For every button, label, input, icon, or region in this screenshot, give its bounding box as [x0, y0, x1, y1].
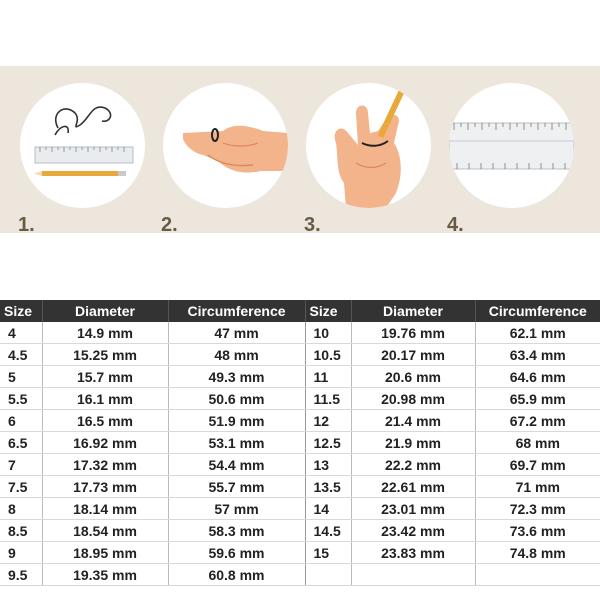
diameter-cell: 18.14 mm	[42, 498, 168, 520]
diameter-cell: 22.61 mm	[351, 476, 475, 498]
circumference-cell: 51.9 mm	[168, 410, 305, 432]
finger-string-icon	[163, 83, 288, 208]
size-cell: 8	[0, 498, 42, 520]
size-cell: 8.5	[0, 520, 42, 542]
diameter-cell: 16.1 mm	[42, 388, 168, 410]
diameter-cell: 19.35 mm	[42, 564, 168, 586]
diameter-cell: 15.7 mm	[42, 366, 168, 388]
circumference-cell: 67.2 mm	[475, 410, 600, 432]
table-row	[0, 344, 600, 366]
circumference-cell: 63.4 mm	[475, 344, 600, 366]
step-4	[447, 83, 574, 236]
table-row	[0, 432, 600, 454]
table-row	[0, 366, 600, 388]
ruler-icon	[449, 83, 574, 208]
circumference-cell: 49.3 mm	[168, 366, 305, 388]
diameter-cell: 21.9 mm	[351, 432, 475, 454]
circumference-cell: 69.7 mm	[475, 454, 600, 476]
table-row	[0, 410, 600, 432]
size-cell: 14	[305, 498, 351, 520]
instruction-steps	[0, 66, 600, 236]
step-number: 2.	[161, 214, 178, 236]
diameter-cell: 20.6 mm	[351, 366, 475, 388]
marking-pencil-icon	[306, 83, 431, 208]
step-1	[18, 83, 145, 236]
diameter-cell: 18.95 mm	[42, 542, 168, 564]
table-header-row	[0, 300, 600, 322]
size-cell: 12	[305, 410, 351, 432]
diameter-cell: 16.92 mm	[42, 432, 168, 454]
ring-size-table	[0, 300, 600, 586]
diameter-cell: 23.83 mm	[351, 542, 475, 564]
size-cell: 9	[0, 542, 42, 564]
step-2	[161, 83, 288, 236]
size-cell: 4.5	[0, 344, 42, 366]
column-header-circumference: Circumference	[475, 300, 600, 322]
step-number: 3.	[304, 214, 321, 236]
column-header-size: Size	[305, 300, 351, 322]
circumference-cell: 55.7 mm	[168, 476, 305, 498]
circumference-cell: 74.8 mm	[475, 542, 600, 564]
diameter-cell: 22.2 mm	[351, 454, 475, 476]
diameter-cell	[351, 564, 475, 586]
table-row	[0, 542, 600, 564]
size-cell: 13.5	[305, 476, 351, 498]
circumference-cell: 59.6 mm	[168, 542, 305, 564]
size-cell: 5.5	[0, 388, 42, 410]
column-header-circumference: Circumference	[168, 300, 305, 322]
circumference-cell: 72.3 mm	[475, 498, 600, 520]
diameter-cell: 17.73 mm	[42, 476, 168, 498]
table-row	[0, 520, 600, 542]
circumference-cell: 68 mm	[475, 432, 600, 454]
size-cell: 12.5	[305, 432, 351, 454]
size-cell: 4	[0, 322, 42, 344]
string-ruler-pencil-icon	[20, 83, 145, 208]
size-cell: 11	[305, 366, 351, 388]
circumference-cell: 73.6 mm	[475, 520, 600, 542]
circumference-cell: 48 mm	[168, 344, 305, 366]
circumference-cell: 64.6 mm	[475, 366, 600, 388]
step-number: 1.	[18, 214, 35, 236]
circumference-cell: 50.6 mm	[168, 388, 305, 410]
circumference-cell: 62.1 mm	[475, 322, 600, 344]
circumference-cell: 57 mm	[168, 498, 305, 520]
size-cell: 7	[0, 454, 42, 476]
size-cell: 6.5	[0, 432, 42, 454]
step-number: 4.	[447, 214, 464, 236]
table-row	[0, 322, 600, 344]
circumference-cell: 53.1 mm	[168, 432, 305, 454]
size-cell: 6	[0, 410, 42, 432]
diameter-cell: 21.4 mm	[351, 410, 475, 432]
size-cell: 10	[305, 322, 351, 344]
size-cell: 5	[0, 366, 42, 388]
diameter-cell: 16.5 mm	[42, 410, 168, 432]
size-cell: 10.5	[305, 344, 351, 366]
diameter-cell: 18.54 mm	[42, 520, 168, 542]
size-cell: 9.5	[0, 564, 42, 586]
diameter-cell: 23.01 mm	[351, 498, 475, 520]
table-row	[0, 564, 600, 586]
column-header-diameter: Diameter	[42, 300, 168, 322]
table-row	[0, 476, 600, 498]
column-header-diameter: Diameter	[351, 300, 475, 322]
circumference-cell: 65.9 mm	[475, 388, 600, 410]
size-cell	[305, 564, 351, 586]
size-cell: 14.5	[305, 520, 351, 542]
table-row	[0, 388, 600, 410]
circumference-cell: 60.8 mm	[168, 564, 305, 586]
diameter-cell: 20.98 mm	[351, 388, 475, 410]
table-row	[0, 454, 600, 476]
circumference-cell: 58.3 mm	[168, 520, 305, 542]
size-cell: 13	[305, 454, 351, 476]
table-row	[0, 498, 600, 520]
diameter-cell: 17.32 mm	[42, 454, 168, 476]
size-cell: 15	[305, 542, 351, 564]
column-header-size: Size	[0, 300, 42, 322]
diameter-cell: 15.25 mm	[42, 344, 168, 366]
circumference-cell: 71 mm	[475, 476, 600, 498]
circumference-cell	[475, 564, 600, 586]
size-cell: 11.5	[305, 388, 351, 410]
size-cell: 7.5	[0, 476, 42, 498]
diameter-cell: 14.9 mm	[42, 322, 168, 344]
diameter-cell: 23.42 mm	[351, 520, 475, 542]
circumference-cell: 47 mm	[168, 322, 305, 344]
step-3	[304, 83, 431, 236]
circumference-cell: 54.4 mm	[168, 454, 305, 476]
diameter-cell: 19.76 mm	[351, 322, 475, 344]
diameter-cell: 20.17 mm	[351, 344, 475, 366]
